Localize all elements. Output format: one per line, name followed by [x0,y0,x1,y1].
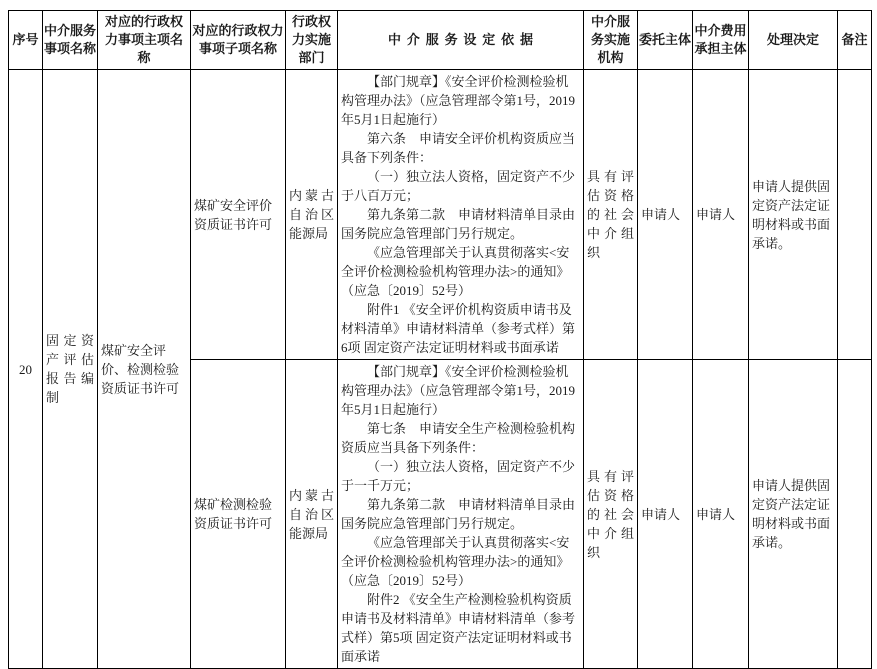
basis-paragraph: 第九条第二款 申请材料清单目录由国务院应急管理部门另行规定。 [341,207,576,241]
basis-paragraph: 第七条 申请安全生产检测检验机构资质应当具备下列条件： [341,421,576,455]
header-seq: 序号 [9,11,43,70]
header-basis: 中介服务设定依据 [338,11,584,70]
table-header-row [9,11,872,70]
header-service-name: 中介服务事项名称 [43,11,98,70]
cell-client: 申请人 [638,360,693,669]
basis-paragraph: 附件1 《安全评价机构资质申请书及材料清单》申请材料清单（参考式样）第6项 固定资产法定证明材料或书面承诺 [341,302,576,355]
cell-remark [838,360,872,669]
header-main-item: 对应的行政权力事项主项名称 [98,11,191,70]
header-client: 委托主体 [638,11,693,70]
header-agency: 中介服务实施机构 [584,11,638,70]
basis-paragraph: 【部门规章】《安全评价检测检验机构管理办法》（应急管理部令第1号，2019年5月1日起施行） [341,74,576,127]
basis-paragraph: （一）独立法人资格，固定资产不少于一千万元； [341,459,576,493]
cell-fee-bearer: 申请人 [693,360,749,669]
header-remark: 备注 [838,11,872,70]
cell-client: 申请人 [638,70,693,360]
basis-paragraph: （一）独立法人资格，固定资产不少于八百万元； [341,169,576,203]
header-fee-bearer: 中介费用承担主体 [693,11,749,70]
cell-service-name: 固定资产评估报告编制 [43,70,98,669]
cell-sub-item: 煤矿检测检验资质证书许可 [191,360,286,669]
cell-main-item: 煤矿安全评价、检测检验资质证书许可 [98,70,191,669]
cell-decision: 申请人提供固定资产法定证明材料或书面承诺。 [749,360,838,669]
cell-department: 内蒙古自治区能源局 [286,70,338,360]
cell-seq: 20 [9,70,43,669]
basis-paragraph: 【部门规章】《安全评价检测检验机构管理办法》（应急管理部令第1号，2019年5月1日起施行） [341,364,576,417]
table-row [9,70,872,360]
header-decision: 处理决定 [749,11,838,70]
cell-basis [338,70,584,360]
basis-paragraph: 第九条第二款 申请材料清单目录由国务院应急管理部门另行规定。 [341,497,576,531]
cell-agency: 具有评估资格的社会中介组织 [584,70,638,360]
intermediary-service-table [8,10,872,669]
cell-remark [838,70,872,360]
basis-paragraph: 《应急管理部关于认真贯彻落实<安全评价检测检验机构管理办法>的通知》（应急〔2019〕52号） [341,245,570,298]
cell-basis [338,360,584,669]
cell-agency: 具有评估资格的社会中介组织 [584,360,638,669]
header-sub-item: 对应的行政权力事项子项名称 [191,11,286,70]
cell-decision: 申请人提供固定资产法定证明材料或书面承诺。 [749,70,838,360]
cell-sub-item: 煤矿安全评价资质证书许可 [191,70,286,360]
header-department: 行政权力实施部门 [286,11,338,70]
cell-department: 内蒙古自治区能源局 [286,360,338,669]
cell-fee-bearer: 申请人 [693,70,749,360]
basis-paragraph: 第六条 申请安全评价机构资质应当具备下列条件： [341,131,576,165]
basis-paragraph: 附件2 《安全生产检测检验机构资质申请书及材料清单》申请材料清单（参考式样）第5项 固定资产法定证明材料或书面承诺 [341,592,576,664]
basis-paragraph: 《应急管理部关于认真贯彻落实<安全评价检测检验机构管理办法>的通知》（应急〔2019〕52号） [341,535,570,588]
